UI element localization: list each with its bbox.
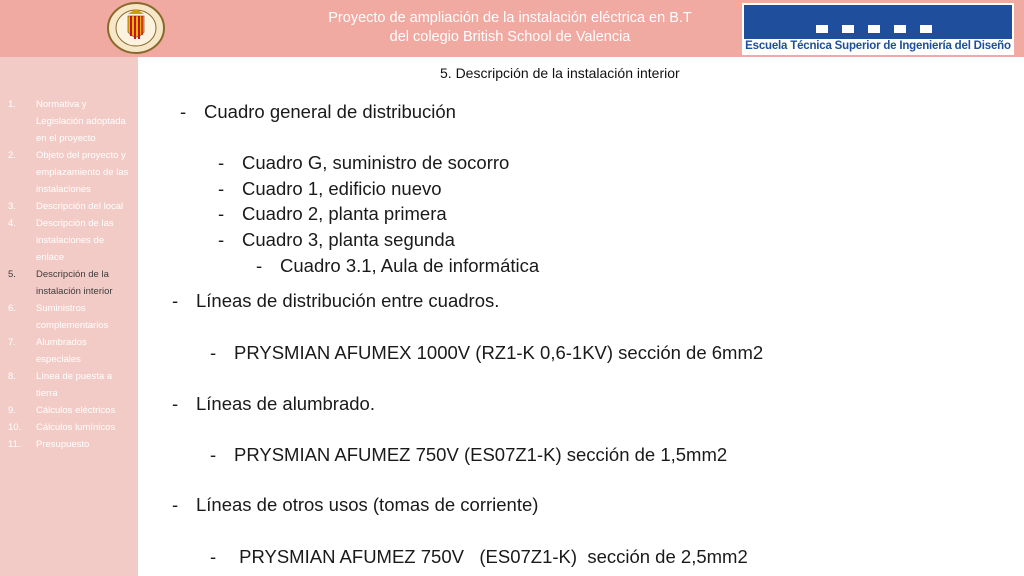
bullet-line <box>218 151 509 175</box>
presentation-title <box>260 9 760 47</box>
sidebar-item-label: Presupuesto <box>36 439 90 450</box>
bullet-dash: - <box>218 152 225 173</box>
bullet-line <box>218 177 442 201</box>
sidebar-item-number: 3. <box>8 201 16 212</box>
bullet-text: Cuadro 3.1, Aula de informática <box>280 255 540 276</box>
sidebar-item-alumbrados[interactable] <box>0 334 138 368</box>
sidebar-item-enlace[interactable] <box>0 215 138 266</box>
logo-square <box>894 25 906 33</box>
sidebar-item-number: 1. <box>8 99 16 110</box>
bullet-dash: - <box>210 546 217 567</box>
bullet-dash: - <box>172 290 179 311</box>
sidebar-item-calculos-luminicos[interactable] <box>0 419 138 436</box>
sidebar-item-label: Suministros complementarios <box>36 303 109 331</box>
section-title: 5. Descripción de la instalación interior <box>440 65 680 81</box>
bullet-line <box>210 443 727 467</box>
bullet-dash: - <box>218 229 225 250</box>
sidebar-item-number: 9. <box>8 405 16 416</box>
logo-text: Escuela Técnica Superior de Ingeniería del Diseño <box>745 40 1011 52</box>
bullet-text: Líneas de otros usos (tomas de corriente) <box>196 494 539 515</box>
bullet-dash: - <box>210 342 217 363</box>
bullet-text: Cuadro general de distribución <box>204 101 456 122</box>
sidebar-item-label: Objeto del proyecto y emplazamiento de las instalaciones <box>36 150 129 195</box>
bullet-dash: - <box>210 444 217 465</box>
bullet-text: PRYSMIAN AFUMEZ 750V (ES07Z1-K) sección de 2,5mm2 <box>234 546 748 567</box>
bullet-text: Cuadro 2, planta primera <box>242 203 447 224</box>
bullet-dash: - <box>180 101 187 122</box>
title-line-2: del colegio British School de Valencia <box>389 29 631 45</box>
bullet-line <box>172 392 375 416</box>
logo-square <box>816 25 828 33</box>
bullet-line <box>172 289 499 313</box>
bullet-text: Cuadro G, suministro de socorro <box>242 152 510 173</box>
bullet-line <box>172 493 538 517</box>
bullet-text: PRYSMIAN AFUMEZ 750V (ES07Z1-K) sección de 1,5mm2 <box>234 444 728 465</box>
logo-square <box>842 25 854 33</box>
sidebar-item-number: 11. <box>8 439 21 450</box>
bullet-line <box>218 228 455 252</box>
sidebar-item-calculos-electricos[interactable] <box>0 402 138 419</box>
title-line-1: Proyecto de ampliación de la instalación eléctrica en B.T <box>328 10 692 26</box>
bullet-dash: - <box>218 203 225 224</box>
logo-square <box>920 25 932 33</box>
sidebar-item-label: Descripción de la instalación interior <box>36 269 113 297</box>
bullet-line <box>256 254 539 278</box>
sidebar-nav <box>0 57 138 576</box>
bullet-dash: - <box>172 494 179 515</box>
sidebar-item-label: Alumbrados especiales <box>36 337 87 365</box>
sidebar-item-label: Cálculos lumínicos <box>36 422 116 433</box>
sidebar-item-label: Línea de puesta a tierra <box>36 371 113 399</box>
bullet-line <box>180 100 456 124</box>
bullet-line <box>210 545 748 569</box>
sidebar-item-presupuesto[interactable] <box>0 436 138 453</box>
bullet-dash: - <box>256 255 263 276</box>
sidebar-item-number: 8. <box>8 371 16 382</box>
sidebar-item-number: 2. <box>8 150 16 161</box>
sidebar-item-instalacion-interior[interactable] <box>0 266 138 300</box>
university-seal-icon <box>106 2 166 54</box>
sidebar-item-label: Descripción de las instalaciones de enlace <box>36 218 114 263</box>
sidebar-item-local[interactable] <box>0 198 138 215</box>
bullet-text: Cuadro 3, planta segunda <box>242 229 455 250</box>
sidebar-item-normativa[interactable] <box>0 96 138 147</box>
bullet-text: Cuadro 1, edificio nuevo <box>242 178 442 199</box>
sidebar-item-label: Normativa y Legislación adoptada en el proyecto <box>36 99 126 144</box>
sidebar-item-number: 10. <box>8 422 22 433</box>
bullet-dash: - <box>172 393 179 414</box>
sidebar-item-number: 7. <box>8 337 16 348</box>
logo-band <box>744 5 1012 39</box>
sidebar-item-objeto[interactable] <box>0 147 138 198</box>
bullet-text: PRYSMIAN AFUMEX 1000V (RZ1-K 0,6-1KV) sección de 6mm2 <box>234 342 764 363</box>
header-bar <box>0 0 1024 57</box>
sidebar-item-label: Descripción del local <box>36 201 124 212</box>
logo-square <box>868 25 880 33</box>
sidebar-item-number: 6. <box>8 303 16 314</box>
sidebar-item-suministros[interactable] <box>0 300 138 334</box>
bullet-line <box>218 202 447 226</box>
bullet-dash: - <box>218 178 225 199</box>
sidebar-item-number: 5. <box>8 269 16 280</box>
sidebar-item-number: 4. <box>8 218 16 229</box>
school-logo <box>742 3 1014 55</box>
sidebar-item-label: Cálculos eléctricos <box>36 405 116 416</box>
bullet-line <box>210 341 763 365</box>
bullet-text: Líneas de alumbrado. <box>196 393 375 414</box>
bullet-text: Líneas de distribución entre cuadros. <box>196 290 500 311</box>
sidebar-item-tierra[interactable] <box>0 368 138 402</box>
